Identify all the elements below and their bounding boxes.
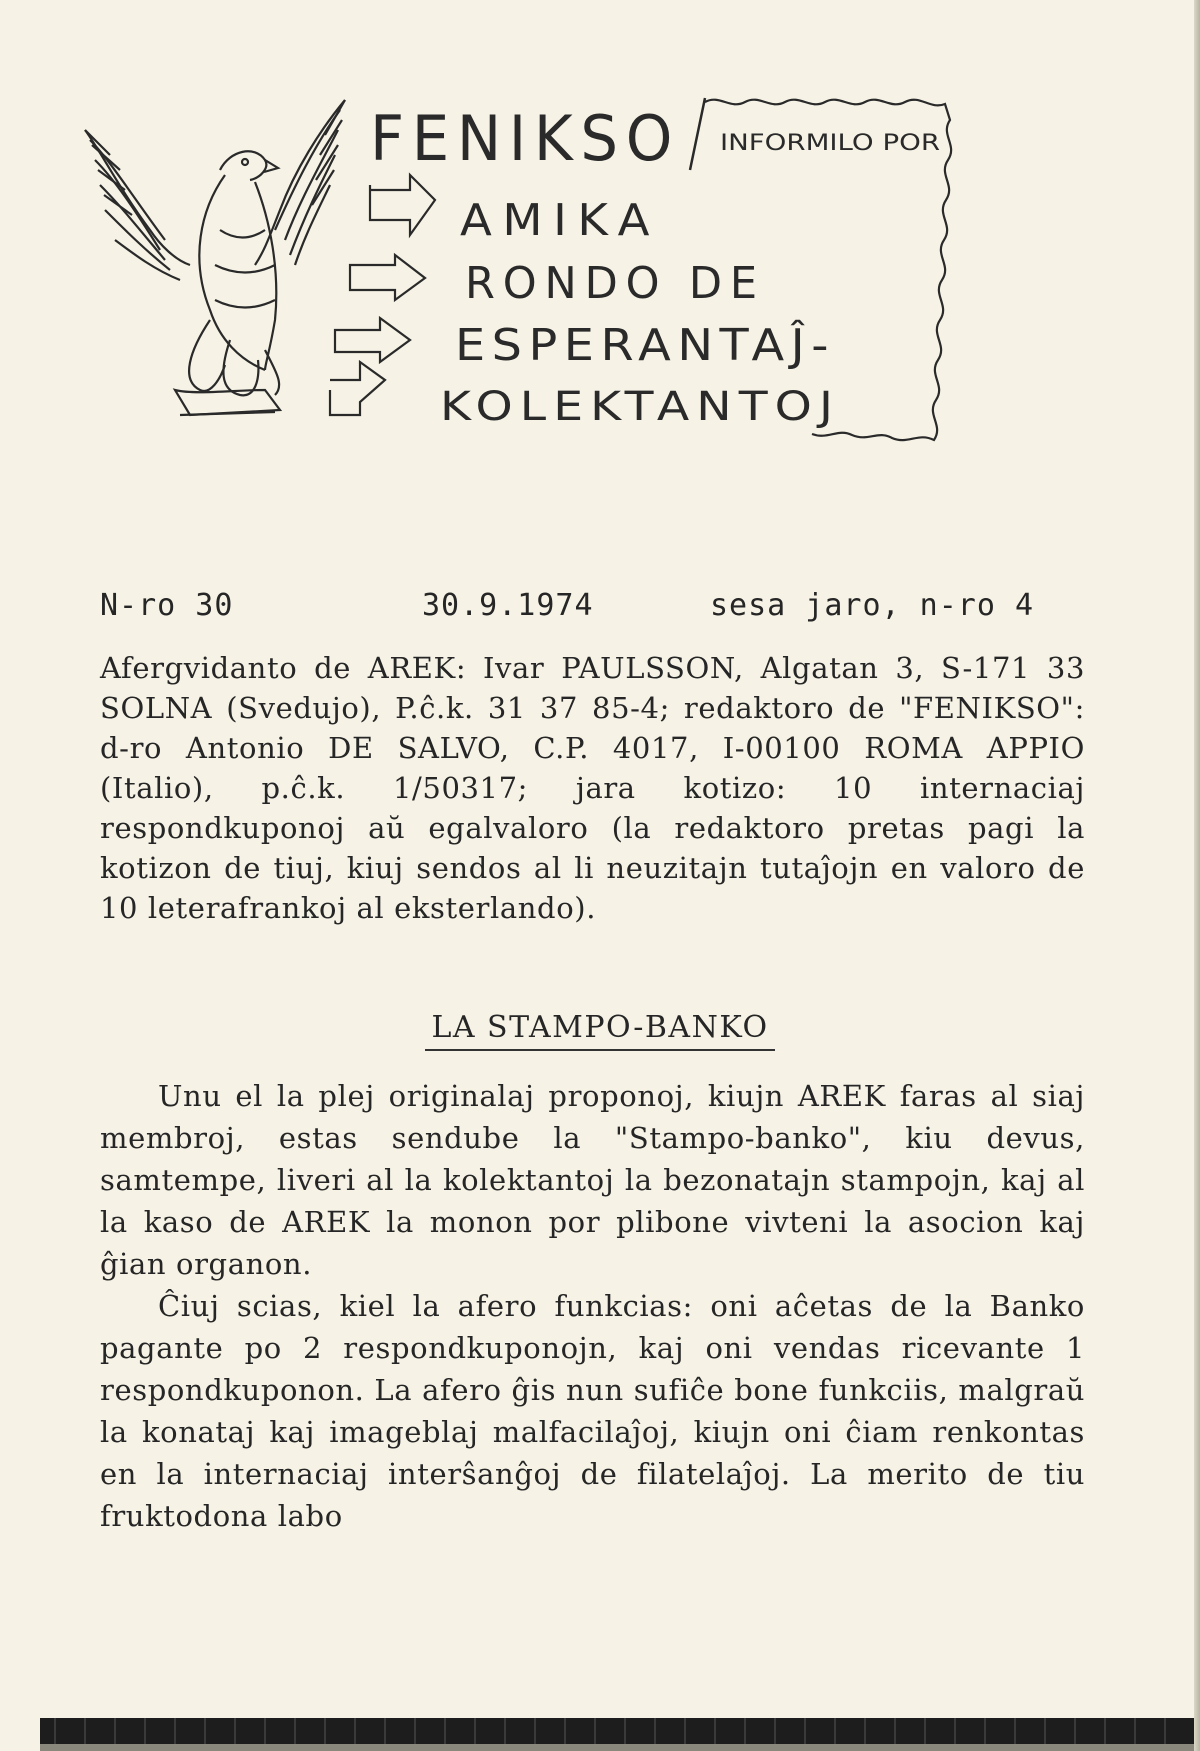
page-right-edge (1194, 0, 1200, 1751)
masthead-line-kolektantoj: KOLEKTANTOJ (440, 384, 840, 430)
issue-date: 30.9.1974 (422, 588, 594, 623)
phoenix-icon (85, 100, 345, 415)
masthead-title: FENIKSO (370, 102, 680, 175)
issue-volume: sesa jaro, n-ro 4 (710, 588, 1035, 623)
masthead-line-amika: AMIKA (460, 195, 660, 246)
masthead (80, 90, 1080, 510)
page-bottom-edge (40, 1718, 1200, 1744)
page-bottom-shadow (40, 1744, 1200, 1751)
masthead-drawing (80, 90, 1080, 510)
intro-paragraph: Afergvidanto de AREK: Ivar PAULSSON, Algatan 3, S-171 33 SOLNA (Svedujo), P.ĉ.k. 31 37 85-4; redaktoro de "FENIKSO": d-ro Antonio DE SALVO, C.P. 4017, I-00100 ROMA APPIO (Italio), p.ĉ.k. 1/50317; jara kotizo: 10 internaciaj respondkuponoj aŭ egalvaloro (la redaktoro pretas pagi la kotizon de tiuj, kiuj sendos al li neuzitajn tutaĵojn en valoro de 10 leterafrankoj al eksterlando). (100, 651, 1085, 925)
issue-number: N-ro 30 (100, 588, 234, 623)
article-heading-text: LA STAMPO-BANKO (425, 1010, 774, 1051)
masthead-subtitle: INFORMILO POR (720, 131, 940, 156)
arrow-icons (330, 175, 435, 415)
article-paragraph-2: Ĉiuj scias, kiel la afero funkcias: oni aĉetas de la Banko pagante po 2 respondkuponojn, kaj oni vendas ricevante 1 respondkuponon. La afero ĝis nun sufiĉe bone funkciis, malgraŭ la konataj kaj imageblaj malfacilaĵoj, kiujn oni ĉiam renkontas en la internaciaj interŝanĝoj de filatelaĵoj. La merito de tiu fruktodona labo (100, 1289, 1085, 1533)
masthead-line-esperantaj: ESPERANTAĴ- (455, 320, 806, 371)
article-heading (0, 1010, 1200, 1045)
masthead-line-rondo: RONDO DE (465, 258, 765, 309)
article-paragraph-1: Unu el la plej originalaj proponoj, kiujn AREK faras al siaj membroj, estas sendube la "Stampo-banko", kiu devus, samtempe, liveri al la kolektantoj la bezonatajn stampojn, kaj al la kaso de AREK la monon por plibone vivteni la asocion kaj ĝian organon. (100, 1079, 1085, 1281)
